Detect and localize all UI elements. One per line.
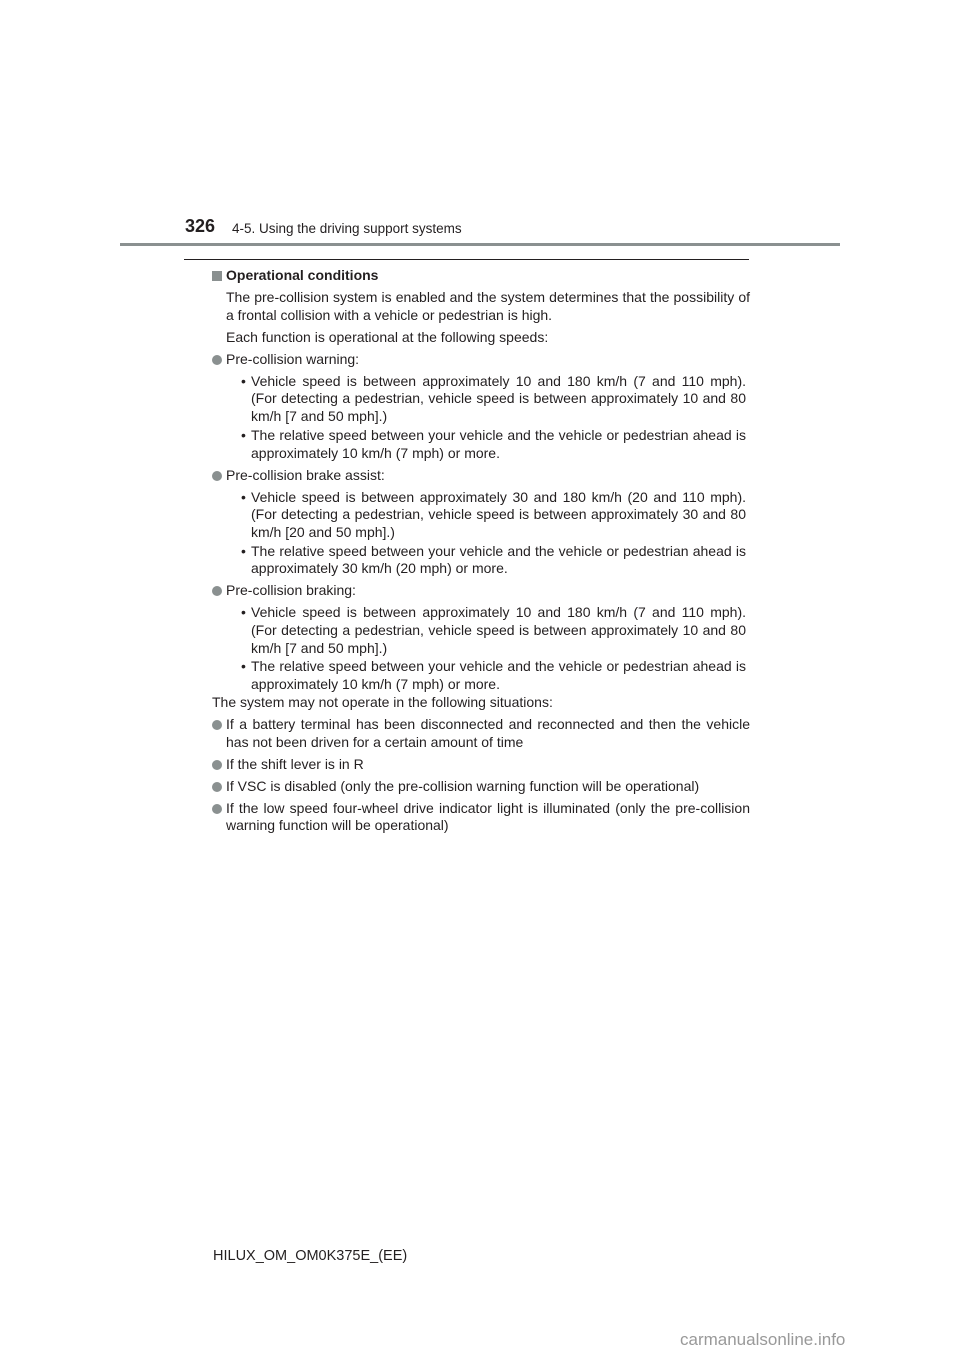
page-number: 326 [185, 216, 216, 236]
watermark: carmanualsonline.info [680, 1330, 846, 1349]
page-content [212, 267, 750, 835]
sub-item [241, 543, 746, 578]
situation-item [212, 716, 750, 751]
document-code: HILUX_OM_OM0K375E_(EE) [213, 1248, 408, 1264]
speeds-intro: Each function is operational at the following speeds: [226, 328, 549, 345]
sub-item-text: Vehicle speed is between approximately 10 and 180 km/h (7 and 110 mph). (For detecting a pedestrian, vehicle speed is between approximately 10 and 80 km/h [7 and 50 mph].) [251, 372, 746, 425]
dot-bullet-icon: • [241, 542, 246, 559]
function-title: Pre-collision brake assist: [226, 466, 385, 483]
function-item [212, 467, 750, 485]
dot-bullet-icon: • [241, 372, 246, 389]
circle-bullet-icon [212, 782, 222, 792]
sub-item-text: Vehicle speed is between approximately 10 and 180 km/h (7 and 110 mph). (For detecting a pedestrian, vehicle speed is between approximately 10 and 80 km/h [7 and 50 mph].) [251, 604, 746, 656]
heading-text: Operational conditions [226, 267, 379, 283]
situation-text: If the low speed four-wheel drive indicator light is illuminated (only the pre-collision warning function will be operational) [226, 799, 750, 834]
function-title: Pre-collision warning: [226, 350, 360, 367]
dot-bullet-icon: • [241, 604, 246, 621]
situation-text: If VSC is disabled (only the pre-collision warning function will be operational) [226, 777, 700, 794]
situation-item [212, 800, 750, 835]
sub-item [241, 373, 746, 426]
situation-text: If the shift lever is in R [226, 755, 364, 772]
sub-item [241, 427, 746, 462]
section-divider [184, 259, 749, 260]
sub-item-text: The relative speed between your vehicle and the vehicle or pedestrian ahead is approximately 10 km/h (7 mph) or more. [251, 658, 746, 693]
circle-bullet-icon [212, 720, 222, 730]
heading [212, 267, 750, 285]
dot-bullet-icon: • [241, 426, 246, 443]
circle-bullet-icon [212, 471, 222, 481]
function-item [212, 582, 750, 600]
section-title: 4-5. Using the driving support systems [232, 221, 462, 236]
square-bullet-icon [212, 271, 222, 281]
situation-item [212, 756, 750, 774]
sub-item [241, 489, 746, 542]
dot-bullet-icon: • [241, 658, 246, 675]
function-item [212, 351, 750, 369]
not-operate-intro: The system may not operate in the following situations: [212, 693, 553, 710]
dot-bullet-icon: • [241, 488, 246, 505]
sub-item-text: The relative speed between your vehicle and the vehicle or pedestrian ahead is approximately 30 km/h (20 mph) or more. [251, 542, 746, 577]
sub-item [241, 604, 746, 657]
sub-item [241, 658, 746, 693]
situation-item [212, 778, 750, 796]
sub-item-text: Vehicle speed is between approximately 30 and 180 km/h (20 and 110 mph). (For detecting a pedestrian, vehicle speed is between approximately 30 and 80 km/h [20 and 50 mph].) [251, 488, 746, 540]
function-title: Pre-collision braking: [226, 582, 356, 599]
circle-bullet-icon [212, 586, 222, 596]
header-divider [120, 243, 840, 246]
circle-bullet-icon [212, 355, 222, 365]
situation-text: If a battery terminal has been disconnected and reconnected and then the vehicle has not been driven for a certain amount of time [226, 715, 750, 750]
sub-item-text: The relative speed between your vehicle and the vehicle or pedestrian ahead is approximately 10 km/h (7 mph) or more. [251, 426, 746, 461]
circle-bullet-icon [212, 760, 222, 770]
intro-paragraph: The pre-collision system is enabled and the system determines that the possibility of a frontal collision with a vehicle or pedestrian is high. [226, 289, 750, 323]
circle-bullet-icon [212, 804, 222, 814]
